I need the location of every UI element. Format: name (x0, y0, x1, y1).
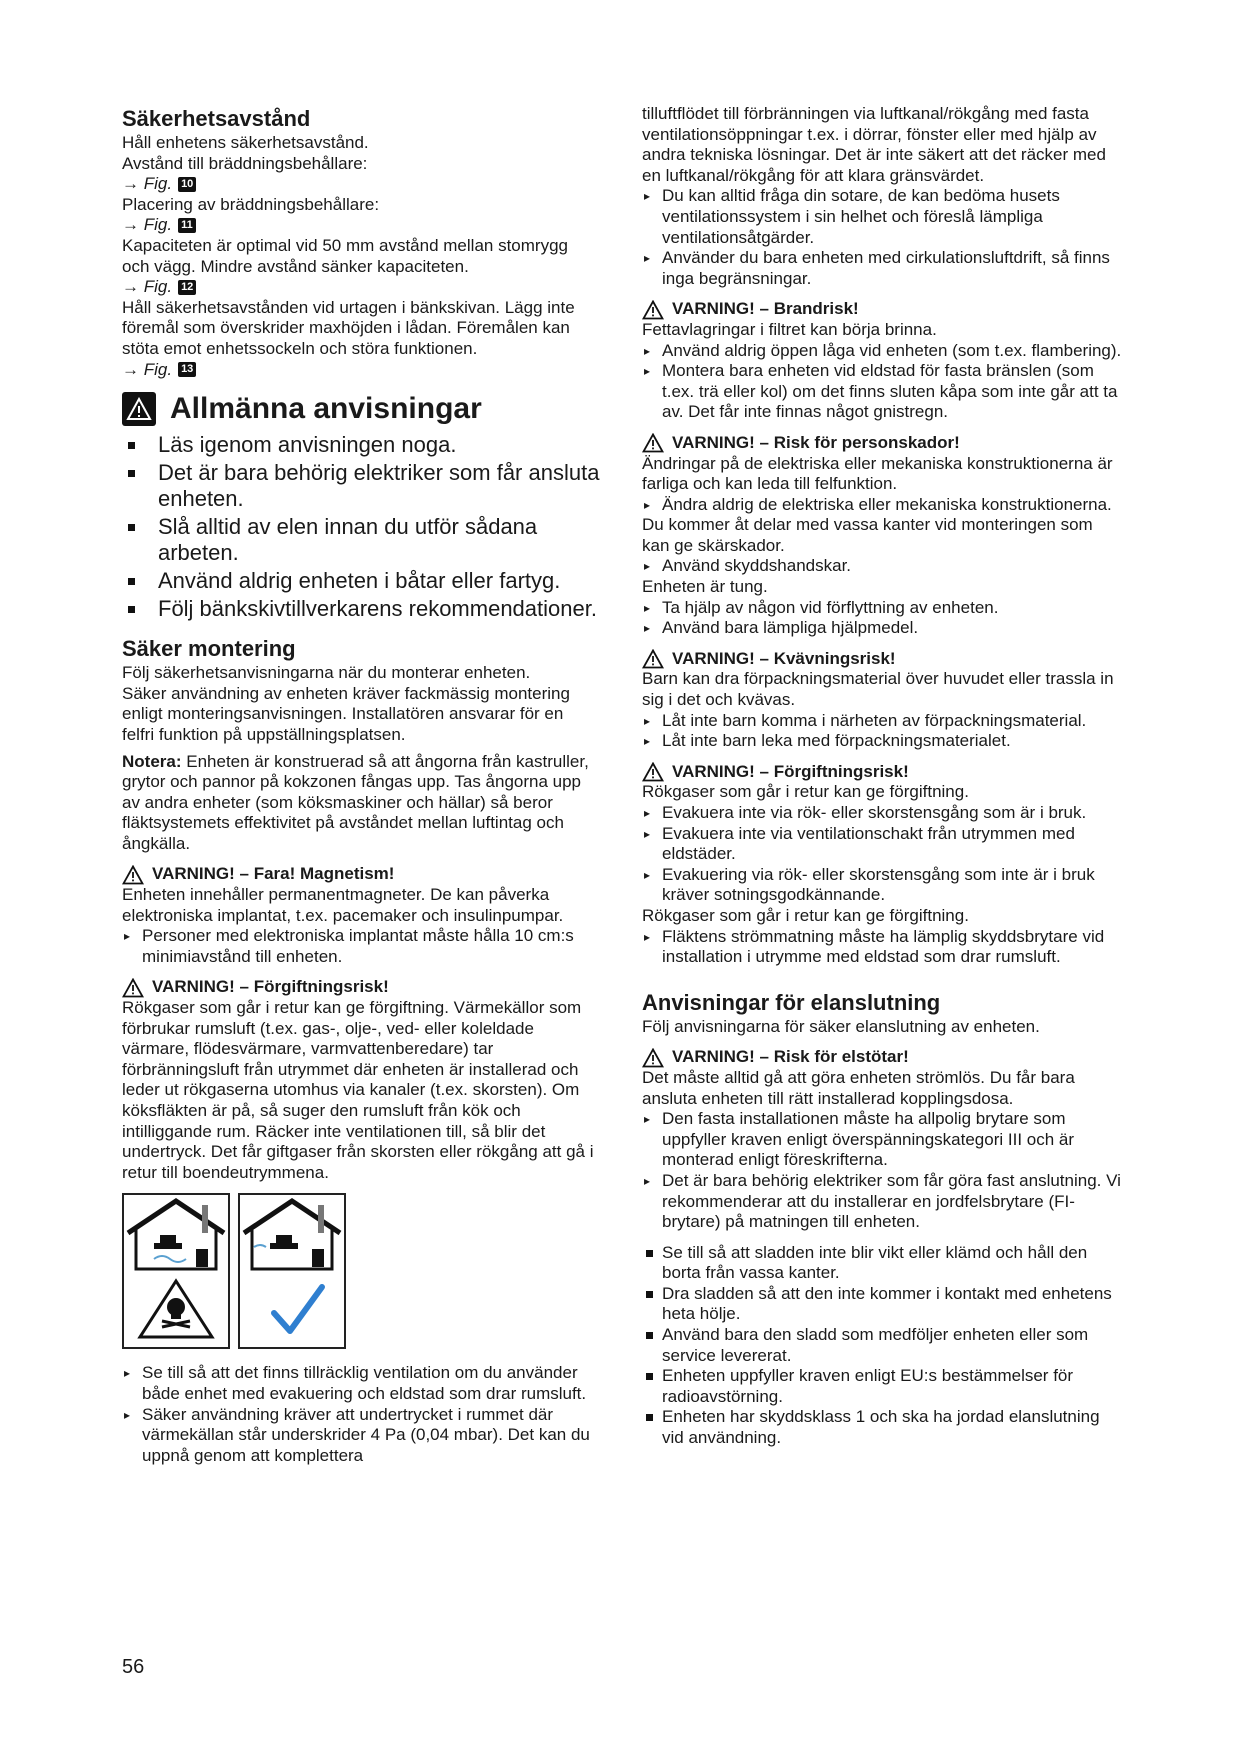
warning-list (642, 803, 1124, 906)
page-number: 56 (122, 1656, 145, 1678)
general-instructions-list (122, 432, 600, 622)
warning-triangle-icon (642, 1048, 664, 1068)
section-title-elanslutning: Anvisningar för elanslutning (642, 989, 941, 1015)
house-check-icon (240, 1195, 344, 1347)
list-item: ▸ Evakuera inte via ventilationschakt från utrymmen med eldstäder. (642, 824, 1124, 865)
paragraph: Rökgaser som går i retur kan ge förgiftning. (642, 905, 969, 925)
list-item: ▸ Personer med elektroniska implantat måste hålla 10 cm:s minimiavstånd till enheten. (122, 926, 600, 967)
paragraph: Fettavlagringar i filtret kan börja brinna. (642, 319, 937, 339)
paragraph: Kapaciteten är optimal vid 50 mm avstånd mellan stomrygg och vägg. Mindre avstånd sänker kapaciteten. (122, 235, 568, 276)
paragraph: tilluftflödet till förbränningen via luftkanal/rökgång med fasta ventilationsöppningar t.ex. i dörrar, fönster eller med hjälp av andra tekniska lösningar. Det är inte säkert att det räcker med en luftkanal/rökgång för att klara gränsvärdet. (642, 104, 1106, 185)
electrical-list (642, 1243, 1124, 1449)
list-item: ▸ Se till så att det finns tillräcklig ventilation om du använder både enhet med evakuering och eldstad som drar rumsluft. (122, 1363, 600, 1404)
list-item: Använd aldrig enheten i båtar eller fartyg. (122, 568, 600, 594)
paragraph: Säker användning av enheten kräver fackmässig montering enligt monteringsanvisningen. Installatören ansvarar för en felfri funktion på uppställningsplatsen. (122, 683, 570, 744)
house-poison-icon (124, 1195, 228, 1347)
warning-list (122, 926, 600, 967)
list-item: Läs igenom anvisningen noga. (122, 432, 600, 458)
figure-reference: → Fig. 11 (122, 215, 600, 236)
list-item: Enheten har skyddsklass 1 och ska ha jordad elanslutning vid användning. (642, 1407, 1124, 1448)
warning-heading: VARNING! – Kvävningsrisk! (642, 649, 1124, 670)
warning-list (642, 556, 1124, 577)
warning-triangle-icon (642, 762, 664, 782)
list-item: Följ bänkskivtillverkarens rekommendationer. (122, 596, 600, 622)
paragraph: Avstånd till bräddningsbehållare: (122, 153, 368, 173)
list-item: ▸ Låt inte barn komma i närheten av förpackningsmaterial. (642, 711, 1124, 732)
list-item: ▸ Ta hjälp av någon vid förflyttning av enheten. (642, 598, 1124, 619)
paragraph: Följ anvisningarna för säker elanslutning av enheten. (642, 1016, 1040, 1036)
list-item: Dra sladden så att den inte kommer i kontakt med enhetens heta hölje. (642, 1284, 1124, 1325)
section-title-saker-montering: Säker montering (122, 636, 296, 662)
warning-list (642, 1109, 1124, 1233)
paragraph: Rökgaser som går i retur kan ge förgiftning. Värmekällor som förbrukar rumsluft (t.ex. gas-, olje-, ved- eller koleldade värmare, flödesvärmare, varmvattenberedare) tar förbränningsluft från utrymmet där enheten är installerad och leder ut rökgaserna utomhus via kanaler (t.ex. skorsten). Om köksfläkten är på, så suger den rumsluft från kök och intilliggande rum. Räcker inte ventilationen till, så blir det undertryck. Det får giftgaser från skorsten eller rökgång att gå i retur till boendeutrymmena. (122, 998, 594, 1182)
paragraph: Enheten innehåller permanentmagneter. De kan påverka elektroniska implantat, t.ex. pacemaker och insulinpumpar. (122, 885, 564, 925)
list-item: ▸ Fläktens strömmatning måste ha lämplig skyddsbrytare vid installation i utrymme med eldstad som drar rumsluft. (642, 927, 1124, 968)
warning-list (642, 341, 1124, 423)
left-column (122, 106, 600, 1466)
warning-triangle-icon (122, 392, 156, 426)
warning-triangle-icon (642, 300, 664, 320)
paragraph: Rökgaser som går i retur kan ge förgiftning. (642, 782, 969, 802)
list-item: ▸ Använd bara lämpliga hjälpmedel. (642, 618, 1124, 639)
list-item: Det är bara behörig elektriker som får ansluta enheten. (122, 460, 600, 512)
list-item: ▸ Det är bara behörig elektriker som får göra fast anslutning. Vi rekommenderar att du installerar en jordfelsbrytare (FI-brytare) på matningen till enheten. (642, 1171, 1124, 1233)
list-item: Enheten uppfyller kraven enligt EU:s bestämmelser för radioavstörning. (642, 1366, 1124, 1407)
list-item: Slå alltid av elen innan du utför sådana arbeten. (122, 514, 600, 566)
warning-triangle-icon (642, 649, 664, 669)
list-item: ▸ Låt inte barn leka med förpackningsmaterialet. (642, 731, 1124, 752)
paragraph: Följ säkerhetsanvisningarna när du monterar enheten. (122, 663, 531, 683)
warning-heading: VARNING! – Risk för personskador! (642, 433, 1124, 454)
list-item: Använd bara den sladd som medföljer enheten eller som service levererat. (642, 1325, 1124, 1366)
section-title-sakerhetsavstand: Säkerhetsavstånd (122, 106, 311, 131)
paragraph: Håll enhetens säkerhetsavstånd. (122, 133, 369, 152)
section-title-allmanna: Allmänna anvisningar (122, 392, 600, 426)
right-column (642, 104, 1124, 1449)
list-item: ▸ Evakuera inte via rök- eller skorstensgång som är i bruk. (642, 803, 1124, 824)
list-item: Se till så att sladden inte blir vikt eller klämd och håll den borta från vassa kanter. (642, 1243, 1124, 1284)
paragraph: Placering av bräddningsbehållare: (122, 194, 380, 214)
warning-heading: VARNING! – Förgiftningsrisk! (122, 977, 600, 998)
paragraph: Det måste alltid gå att göra enheten strömlös. Du får bara ansluta enheten till rätt installerad kopplingsdosa. (642, 1067, 1075, 1108)
warning-heading: VARNING! – Fara! Magnetism! (122, 864, 600, 885)
warning-list (642, 711, 1124, 752)
figure-number-badge: 12 (178, 280, 196, 295)
paragraph: Du kommer åt delar med vassa kanter vid monteringen som kan ge skärskador. (642, 515, 1093, 555)
warning-list (642, 598, 1124, 639)
list-item: ▸ Evakuering via rök- eller skorstensgång som inte är i bruk kräver sotningsgodkännande. (642, 865, 1124, 906)
warning-triangle-icon (122, 978, 144, 998)
figure-number-badge: 13 (178, 362, 196, 377)
paragraph: Håll säkerhetsavstånden vid urtagen i bänkskivan. Lägg inte föremål som överskrider maxhöjden i lådan. Föremålen kan stöta emot enhetssockeln och störa funktionen. (122, 297, 575, 358)
list-item: ▸ Du kan alltid fråga din sotare, de kan bedöma husets ventilationssystem i sin helhet och föreslå lämpliga ventilationsåtgärder. (642, 186, 1124, 248)
ventilation-list (642, 186, 1124, 289)
ventilation-illustrations (122, 1193, 600, 1349)
list-item: ▸ Använder du bara enheten med cirkulationsluftdrift, så finns inga begränsningar. (642, 248, 1124, 289)
list-item: ▸ Använd aldrig öppen låga vid enheten (som t.ex. flambering). (642, 341, 1124, 362)
list-item: ▸ Montera bara enheten vid eldstad för fasta bränslen (som t.ex. trä eller kol) om det finns sluten kåpa som inte går att ta av. Det får inte finnas något gnistregn. (642, 361, 1124, 423)
figure-reference: → Fig. 10 (122, 174, 600, 195)
illustration-good-ventilation (238, 1193, 346, 1349)
warning-heading: VARNING! – Risk för elstötar! (642, 1047, 1124, 1068)
illustration-bad-ventilation (122, 1193, 230, 1349)
warning-list (642, 495, 1124, 516)
list-item: ▸ Ändra aldrig de elektriska eller mekaniska konstruktionerna. (642, 495, 1124, 516)
list-item: ▸ Använd skyddshandskar. (642, 556, 1124, 577)
note-label: Notera: (122, 751, 182, 771)
paragraph: Ändringar på de elektriska eller mekaniska konstruktionerna är farliga och kan leda till felfunktion. (642, 453, 1113, 494)
figure-number-badge: 10 (178, 177, 196, 192)
warning-heading: VARNING! – Förgiftningsrisk! (642, 762, 1124, 783)
note-paragraph: Notera: Enheten är konstruerad så att ångorna från kastruller, grytor och pannor på kokzonen fångas upp. Tas ångorna upp av andra enheter (som köksmaskiner och hällar) så beror fläktsystemets effektivitet på avståndet mellan luftintag och ångkälla. (122, 751, 589, 853)
warning-list (642, 927, 1124, 968)
figure-number-badge: 11 (178, 218, 196, 233)
figure-reference: → Fig. 13 (122, 360, 600, 381)
paragraph: Enheten är tung. (642, 577, 768, 597)
warning-list (122, 1363, 600, 1466)
paragraph: Barn kan dra förpackningsmaterial över huvudet eller trassla in sig i det och kvävas. (642, 669, 1114, 710)
list-item: ▸ Säker användning kräver att undertrycket i rummet där värmekällan står underskrider 4 Pa (0,04 mbar). Det kan du uppnå genom att komplettera (122, 1405, 600, 1467)
warning-triangle-icon (122, 865, 144, 885)
warning-heading: VARNING! – Brandrisk! (642, 299, 1124, 320)
list-item: ▸ Den fasta installationen måste ha allpolig brytare som uppfyller kraven enligt överspänningskategori III och är monterad enligt föreskrifterna. (642, 1109, 1124, 1171)
warning-triangle-icon (642, 433, 664, 453)
figure-reference: → Fig. 12 (122, 277, 600, 298)
